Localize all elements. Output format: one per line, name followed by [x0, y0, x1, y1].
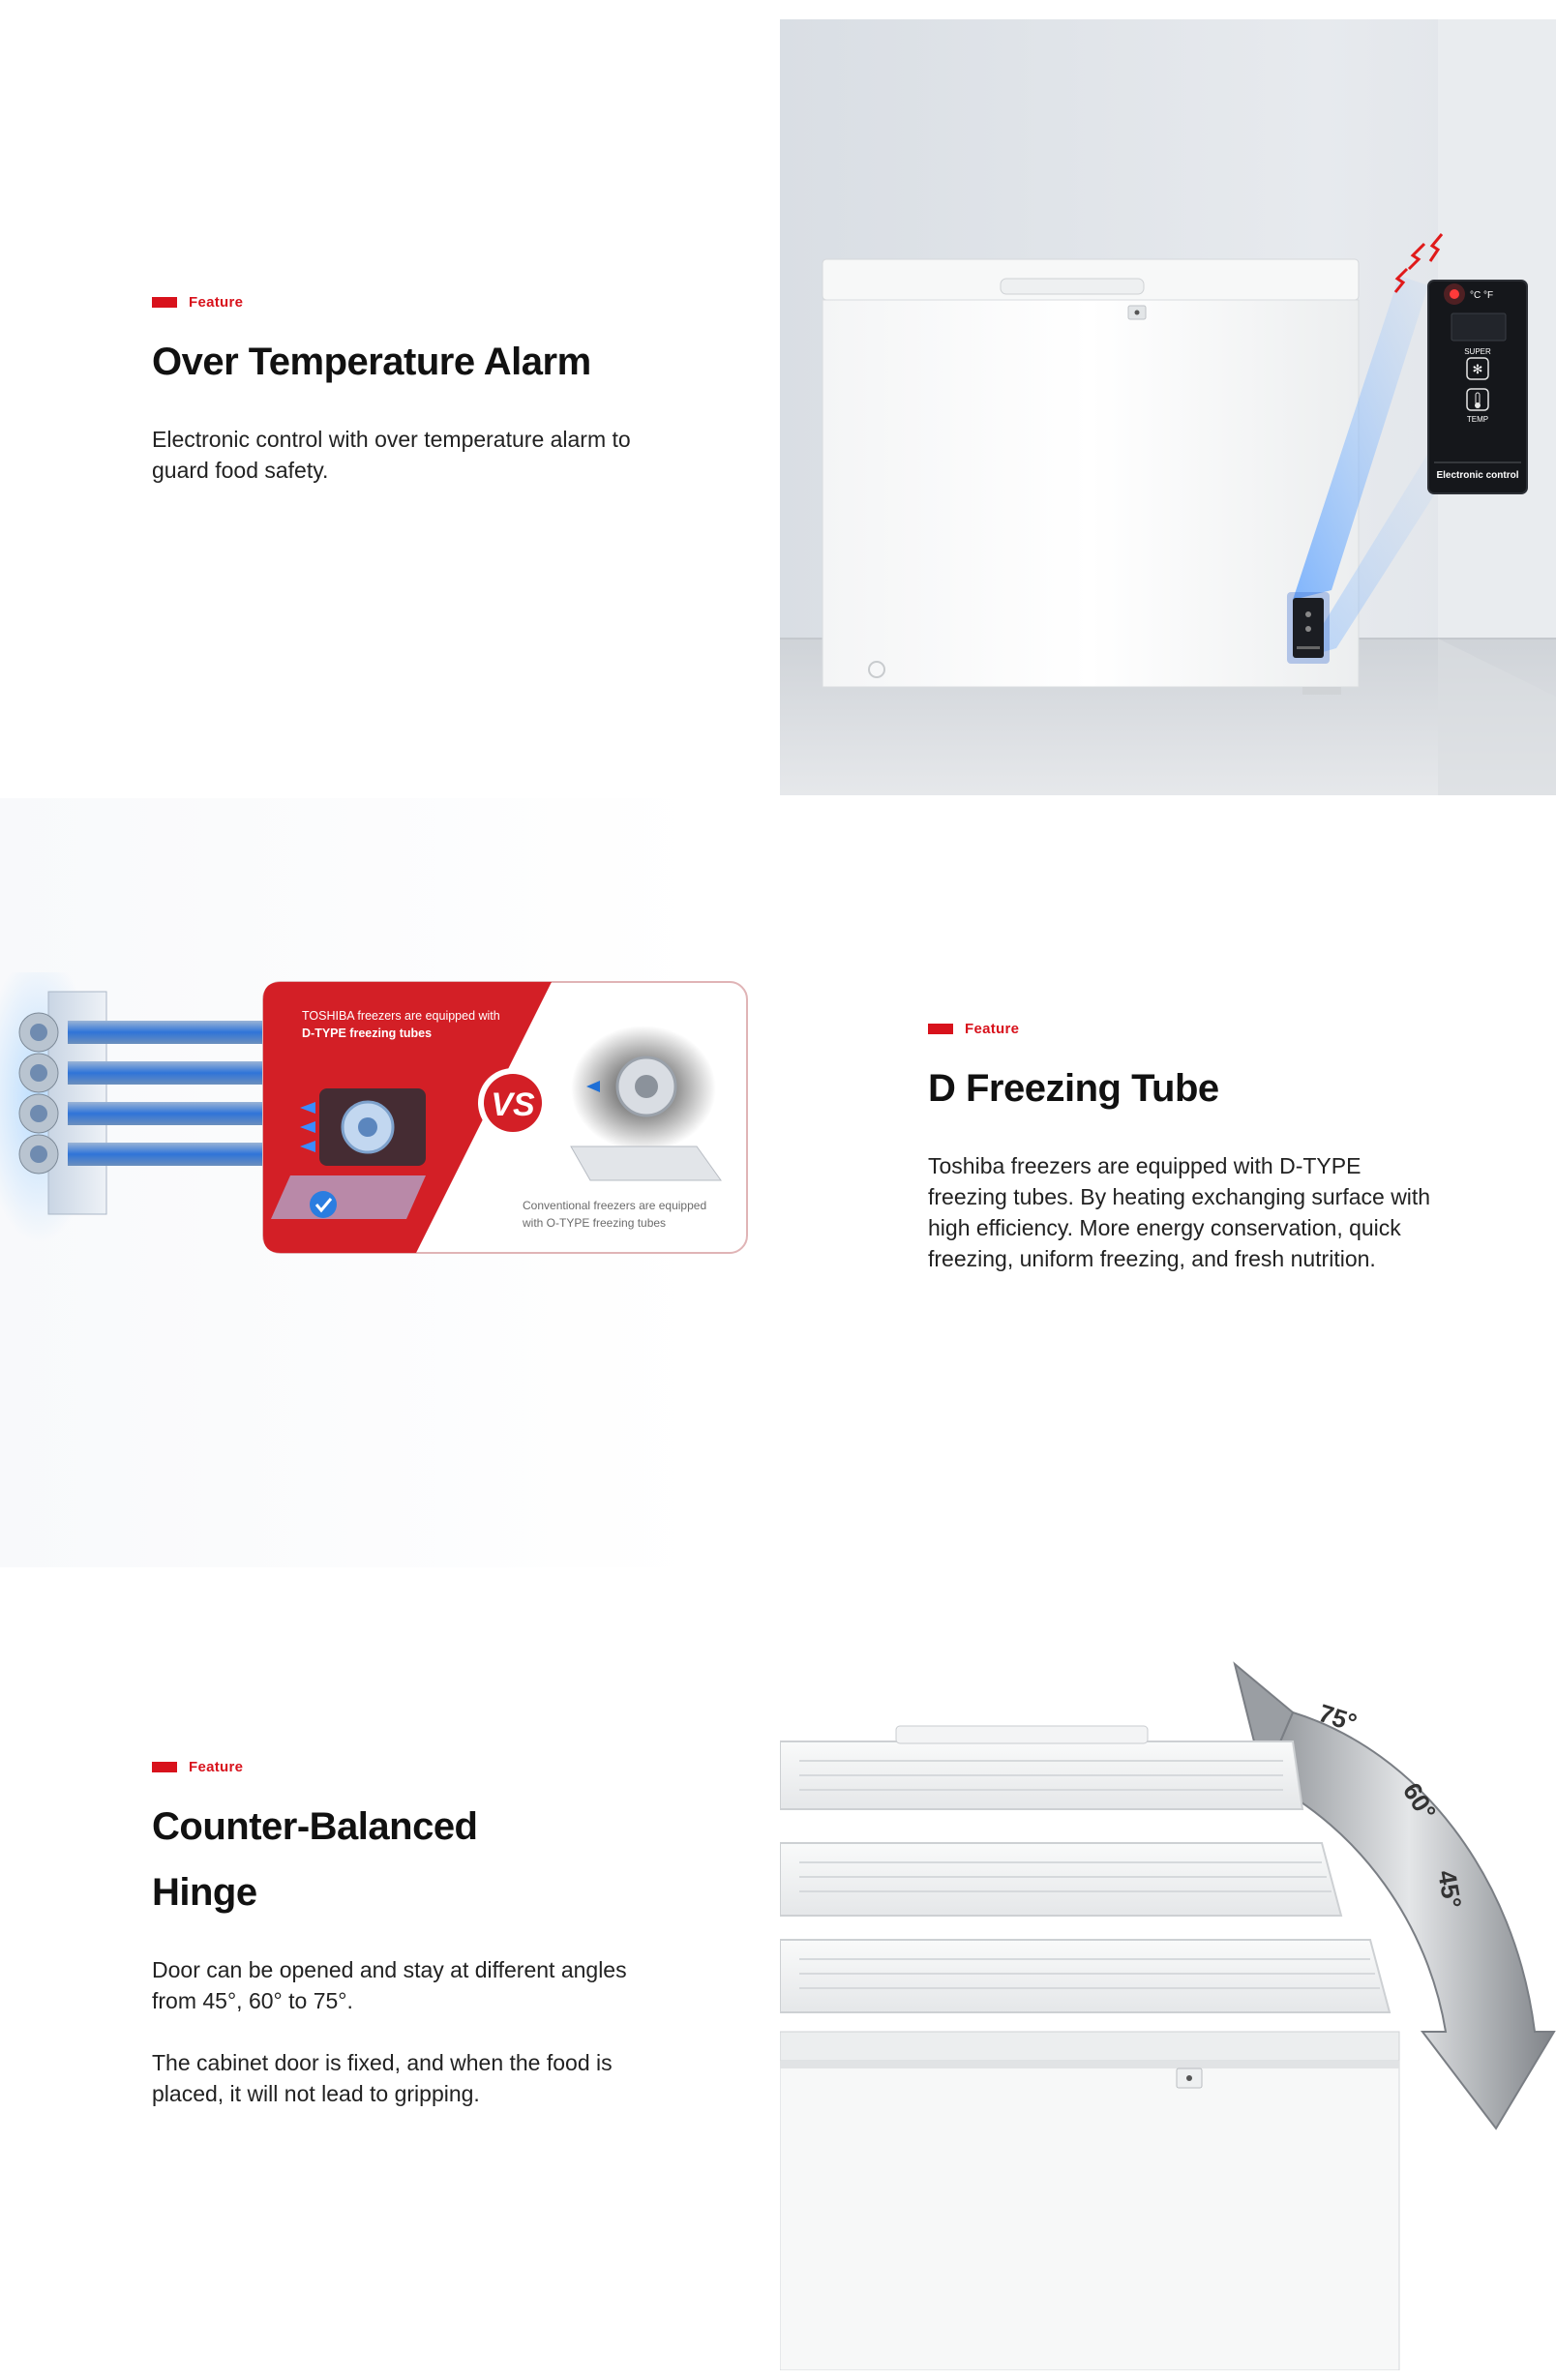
panel-temp-label: TEMP	[1466, 415, 1489, 424]
freezing-tube-comparison-image	[0, 972, 764, 1263]
feature-tag	[928, 1019, 1431, 1038]
chest-freezer-alarm-image	[780, 19, 1556, 795]
feature-tag-label: Feature	[189, 293, 244, 311]
feature-section-counter-balanced-hinge	[0, 1567, 1556, 2380]
feature-description: Door can be opened and stay at different angles from 45°, 60° to 75°.	[152, 1957, 627, 2013]
vs-label: VS	[491, 1086, 535, 1123]
feature-tag	[152, 292, 655, 312]
panel-caption: Electronic control	[1436, 470, 1519, 481]
checkmark-icon	[310, 1191, 337, 1218]
feature-tag-label: Feature	[189, 1758, 244, 1775]
feature-description-secondary: The cabinet door is fixed, and when the food is placed, it will not lead to gripping.	[152, 2050, 613, 2106]
panel-super-label: SUPER	[1464, 347, 1491, 356]
angle-label-60: 60°	[1396, 1777, 1443, 1826]
feature-text-block	[152, 292, 655, 486]
feature-title: D Freezing Tube	[928, 1067, 1219, 1110]
feature-title: Counter-Balanced Hinge	[152, 1805, 478, 1914]
feature-tag	[152, 1757, 655, 1776]
feature-section-over-temperature-alarm	[0, 0, 1556, 798]
feature-section-d-freezing-tube	[0, 798, 1556, 1567]
feature-text-block	[928, 1019, 1431, 1274]
feature-title: Over Temperature Alarm	[152, 341, 591, 383]
tag-marker	[152, 297, 177, 308]
svg-text:✻: ✻	[1472, 362, 1483, 376]
angle-label-75: 75°	[1315, 1698, 1361, 1738]
feature-description: Electronic control with over temperature alarm to guard food safety.	[152, 427, 631, 483]
tag-marker	[152, 1762, 177, 1772]
o-type-caption-line1: Conventional freezers are equipped	[523, 1199, 707, 1212]
hinge-angles-image	[780, 1606, 1556, 2370]
d-type-caption-line1: TOSHIBA freezers are equipped with	[302, 1009, 500, 1023]
feature-tag-label: Feature	[965, 1020, 1020, 1037]
tag-marker	[928, 1024, 953, 1034]
angle-label-45: 45°	[1432, 1867, 1468, 1911]
feature-description: Toshiba freezers are equipped with D-TYPE freezing tubes. By heating exchanging surface with high efficiency. More energy conservation, quick freezing, uniform freezing, and fresh nutrition.	[928, 1153, 1431, 1271]
feature-text-block	[152, 1757, 655, 2109]
o-type-caption-line2: with O-TYPE freezing tubes	[523, 1216, 667, 1230]
panel-units-label: °C °F	[1470, 290, 1494, 301]
d-type-caption-line2: D-TYPE freezing tubes	[302, 1026, 433, 1040]
